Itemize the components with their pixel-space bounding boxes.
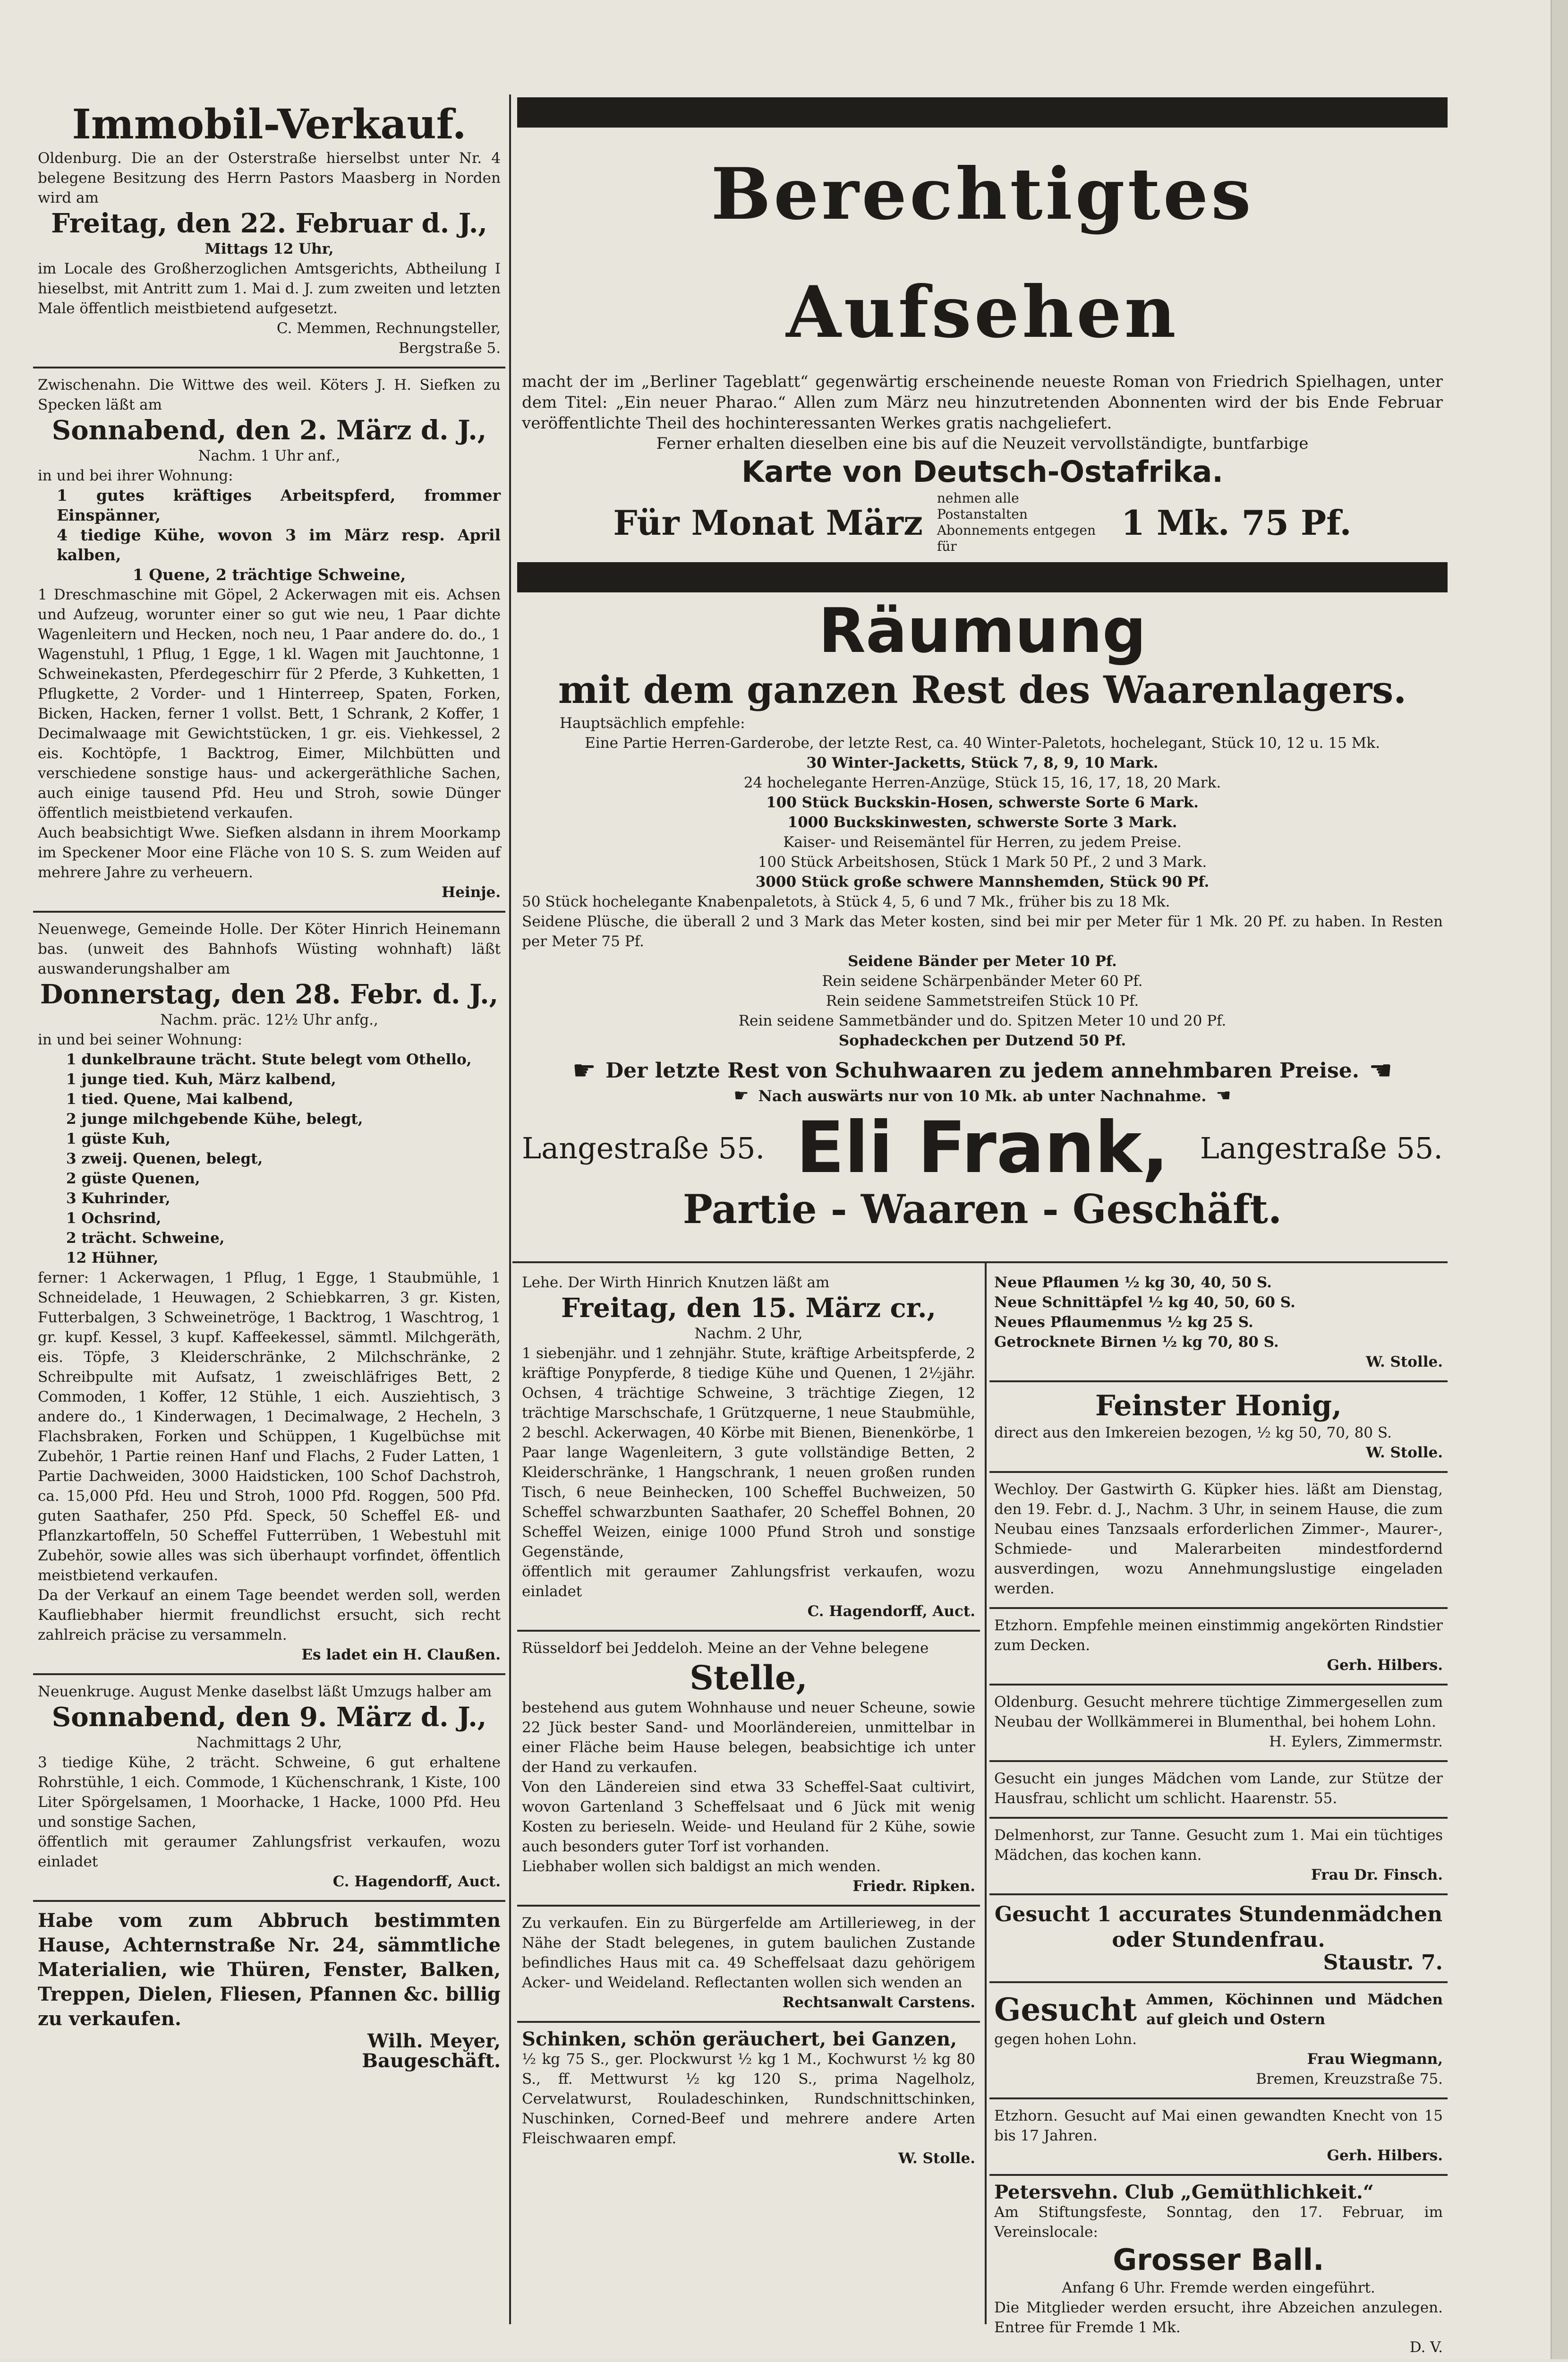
ad-title: Gesucht [994,1991,1137,2028]
ad-text: Hauptsächlich empfehle: [560,715,745,732]
ad-text: Neuenkruge. August Menke daselbst läßt Umzugs halber am [38,1683,492,1700]
ad-item: 2 güste Quenen, [66,1170,200,1187]
pointing-hand-left-icon: ☚ [1369,1055,1393,1086]
ad-neuenkruge [33,1675,505,1902]
ad-signature: Friedr. Ripken. [852,1878,975,1895]
column-rule [985,1261,987,2324]
ad-title: Schinken, schön geräuchert, bei Ganzen, [522,2028,957,2050]
ad-title: Immobil-Verkauf. [72,101,467,148]
far-right-column [989,1266,1448,2356]
offer-line: Rein seidene Sammetbänder und do. Spitzen Meter 10 und 20 Pf. [738,1012,1227,1029]
ad-stolle-fruit [989,1266,1448,1382]
street-left: Langestraße 55. [522,1130,765,1165]
ad-time: Mittags 12 Uhr, [205,240,334,257]
ad-signature: Gerh. Hilbers. [1327,1657,1443,1674]
ad-item: 3 Kuhrinder, [66,1190,170,1207]
ad-text: Ammen, Köchinnen und Mädchen auf gleich und Ostern [1146,1991,1443,2028]
ad-item: 1 güste Kuh, [66,1130,170,1147]
offer-line: 100 Stück Buckskin-Hosen, schwerste Sorte 6 Mark. [766,794,1199,811]
ad-text: Etzhorn. Empfehle meinen einstimmig angekörten Rindstier zum Decken. [994,1617,1443,1654]
ad-signature: Bergstraße 5. [399,340,501,357]
ad-text: Von den Ländereien sind etwa 33 Scheffel-Saat cultivirt, wovon Gartenland 3 Scheffelsaat und 6 Jück mit wenig Kosten zu berieseln. Weide- und Heuland für 2 Kühe, sowie auch besonders guter Torf ist vorhanden. [522,1779,975,1855]
right-column [517,94,1448,1266]
ad-text: Anfang 6 Uhr. Fremde werden eingeführt. [1062,2279,1375,2296]
ad-item: 1 dunkelbraune trächt. Stute belegt vom Othello, [66,1051,472,1068]
company-name: Eli Frank, [796,1107,1169,1189]
ad-text: Am Stiftungsfeste, Sonntag, den 17. Februar, im Vereinslocale: [994,2204,1443,2241]
ad-item: 3 zweij. Quenen, belegt, [66,1150,263,1167]
ad-zimmergesellen [989,1686,1448,1762]
ad-signature: Frau Wiegmann, [1307,2051,1443,2068]
horizontal-rule [512,1261,1448,1263]
map-offer: Karte von Deutsch-Ostafrika. [741,454,1223,489]
black-band [517,97,1448,128]
ad-text: Gesucht 1 accurates Stundenmädchen oder Stundenfrau. [994,1902,1443,1952]
ad-knecht [989,2099,1448,2176]
ad-title: Grosser Ball. [1113,2242,1324,2277]
ad-signature: W. Stolle. [1365,1444,1443,1461]
ad-item: 1 gutes kräftiges Arbeitspferd, frommer Einspänner, [57,486,501,524]
ad-text: Ferner erhalten dieselben eine bis auf die Neuzeit vervollständigte, buntfarbige [656,434,1309,453]
ad-text: Da der Verkauf an einem Tage beendet werden soll, werden Kaufliebhaber hiermit freundlichst ersucht, sich recht zahlreich präcise zu versammeln. [38,1587,501,1643]
ad-schinken [517,2023,980,2177]
ad-grosser-ball [989,2176,1448,2362]
ad-text: Etzhorn. Gesucht auf Mai einen gewandten Knecht von 15 bis 17 Jahren. [994,2107,1443,2144]
ad-title: Räumung [818,595,1146,667]
ad-signature: Es ladet ein H. Claußen. [301,1646,501,1663]
ad-wechloy [989,1473,1448,1609]
ad-etzhorn-rindstier [989,1609,1448,1686]
ad-delmenhorst [989,1819,1448,1895]
ad-text: Petersvehn. Club „Gemüthlichkeit.“ [994,2181,1374,2203]
ad-text: Liebhaber wollen sich baldigst an mich wenden. [522,1858,881,1875]
ad-zu-verkaufen [517,1907,980,2023]
offer-line: 1000 Buckskinwesten, schwerste Sorte 3 Mark. [787,814,1177,831]
ad-text: Die Mitglieder werden ersucht, ihre Abzeichen anzulegen. Entree für Fremde 1 Mk. [994,2299,1443,2336]
ad-immobil-verkauf [33,94,505,368]
offer-line: Rein seidene Schärpenbänder Meter 60 Pf. [822,973,1143,990]
price: 1 Mk. 75 Pf. [1121,502,1352,543]
ad-item: 1 junge tied. Kuh, März kalbend, [66,1071,336,1088]
pointing-hand-icon: ☛ [572,1055,596,1086]
ad-ruesseldorf [517,1632,980,1907]
offer-line: 30 Winter-Jacketts, Stück 7, 8, 9, 10 Mark. [806,754,1159,771]
ad-item: 1 Quene, 2 trächtige Schweine, [132,565,406,584]
offer-line: Sophadeckchen per Dutzend 50 Pf. [838,1032,1126,1049]
ad-text: Habe vom zum Abbruch bestimmten Hause, Achternstraße Nr. 24, sämmtliche Materialien, wie Thüren, Fenster, Balken, Treppen, Dielen, Fliesen, Pfannen &c. billig zu verkaufen. [38,1909,501,2030]
ad-signature: Baugeschäft. [362,2050,501,2072]
nach-row [522,1086,1443,1105]
ad-item: Neue Pflaumen ½ kg 30, 40, 50 S. [994,1274,1272,1291]
offer-line: Seidene Plüsche, die überall 2 und 3 Mark das Meter kosten, sind bei mir per Meter für 1 Mk. 20 Pf. zu haben. In Resten per Meter 75 Pf. [522,913,1443,950]
ad-signature: Bremen, Kreuzstraße 75. [1256,2071,1443,2088]
ad-time: Nachm. 1 Uhr anf., [198,447,341,464]
ad-text: Oldenburg. Die an der Osterstraße hierselbst unter Nr. 4 belegene Besitzung des Herrn Pastors Maasberg in Norden wird am [38,150,501,206]
street-right: Langestraße 55. [1200,1130,1443,1165]
ad-text: ½ kg 75 S., ger. Plockwurst ½ kg 1 M., Kochwurst ½ kg 80 S., ff. Mettwurst ½ kg 120 S., prima Nagelholz, Cervelatwurst, Rouladeschinken, Rundschnittschinken, Nuschinken, Corned-Beef und mehrere andere Arten Fleischwaaren empf. [522,2051,975,2147]
ad-item: Neues Pflaumenmus ½ kg 25 S. [994,1314,1253,1331]
ad-signature: Rechtsanwalt Carstens. [782,1994,975,2011]
ad-item: 1 Ochsrind, [66,1210,162,1227]
ad-date: Sonnabend, den 9. März d. J., [51,1702,487,1733]
ad-text: Rüsseldorf bei Jeddeloh. Meine an der Vehne belegene [522,1640,929,1657]
left-column [33,94,505,2324]
ad-date: Freitag, den 22. Februar d. J., [51,208,487,239]
ad-signature: H. Eylers, Zimmermstr. [1269,1733,1443,1750]
ad-text: macht der im „Berliner Tageblatt“ gegenwärtig erscheinende neueste Roman von Friedrich Spielhagen, unter dem Titel: „Ein neuer Pharao.“ Allen zum März neu hinzutretenden Abonnenten wird der bis Ende Februar veröffentlichte Theil des hochinteressanten Werkes gratis nachgeliefert. [522,372,1443,433]
pointing-hand-icon: ☛ [733,1086,749,1105]
ad-text: öffentlich mit geraumer Zahlungsfrist verkaufen, wozu einladet [38,1833,501,1870]
ad-subtitle: mit dem ganzen Rest des Waarenlagers. [558,668,1407,712]
ad-text: Wechloy. Der Gastwirth G. Küpker hies. läßt am Dienstag, den 19. Febr. d. J., Nachm. 3 Uhr, in seinem Hause, die zum Neubau eines Tanzsaals erforderlichen Zimmer-, Maurer-, Schmiede- und Malerarbeiten mindestfordernd ausverdingen, wozu Annehmungslustige eingeladen werden. [994,1481,1443,1597]
ad-text: Gesucht ein junges Mädchen vom Lande, zur Stütze der Hausfrau, schlicht um schlicht. Haarenstr. 55. [994,1770,1443,1807]
offer-line: Kaiser- und Reisemäntel für Herren, zu jedem Preise. [783,834,1182,851]
ad-text: in und bei ihrer Wohnung: [38,467,233,484]
ad-time: Nachm. 2 Uhr, [694,1325,803,1342]
ad-title: Stelle, [690,1658,808,1697]
shop-name: Partie - Waaren - Geschäft. [682,1186,1282,1232]
shoe-row [522,1055,1443,1086]
column-rule [509,94,511,2324]
ad-title: Berechtigtes Aufsehen [711,153,1254,354]
offer-line: 100 Stück Arbeitshosen, Stück 1 Mark 50 Pf., 2 und 3 Mark. [758,854,1207,871]
ad-signature: W. Stolle. [898,2150,975,2167]
ad-item: 2 junge milchgebende Kühe, belegt, [66,1111,363,1128]
ad-text: im Locale des Großherzoglichen Amtsgerichts, Abtheilung I hieselbst, mit Antritt zum 1. Mai d. J. zum zweiten und letzten Male öffentlich meistbietend aufgesetzt. [38,260,501,317]
ad-raeumung [517,595,1448,1233]
ad-date: Sonnabend, den 2. März d. J., [51,415,487,446]
ad-maedchen [989,1762,1448,1819]
ad-wilh-meyer [33,1902,505,2080]
ad-text: 3 tiedige Kühe, 2 trächt. Schweine, 6 gut erhaltene Rohrstühle, 1 eich. Commode, 1 Küchenschrank, 1 Kiste, 100 Liter Spörgelsamen, 1 Moorhacke, 1 Hacke, 1000 Pfd. Heu und sonstige Sachen, [38,1754,501,1831]
ad-text: Oldenburg. Gesucht mehrere tüchtige Zimmergesellen zum Neubau der Wollkämmerei in Blumenthal, bei hohem Lohn. [994,1694,1443,1730]
ad-signature: Gerh. Hilbers. [1327,2147,1443,2164]
gesucht-row [994,1990,1443,2029]
ad-signature: D. V. [1409,2339,1443,2356]
ad-text: Lehe. Der Wirth Hinrich Knutzen läßt am [522,1274,830,1291]
ad-signature: Staustr. 7. [1323,1951,1443,1975]
ad-time: Nachmittags 2 Uhr, [196,1734,342,1751]
price-row [522,490,1443,555]
ad-item: 1 tied. Quene, Mai kalbend, [66,1091,294,1108]
ad-item: 12 Hühner, [66,1249,159,1267]
ad-text: Delmenhorst, zur Tanne. Gesucht zum 1. Mai ein tüchtiges Mädchen, das kochen kann. [994,1827,1443,1864]
ad-item: Getrocknete Birnen ½ kg 70, 80 S. [994,1334,1279,1351]
offer-line: Rein seidene Sammetstreifen Stück 10 Pf. [826,993,1139,1010]
ad-text: Auch beabsichtigt Wwe. Siefken alsdann in ihrem Moorkamp im Speckener Moor eine Fläche von 10 S. S. zum Weiden auf mehrere Jahre zu verheuern. [38,824,501,881]
ad-signature: Frau Dr. Finsch. [1311,1866,1443,1883]
offer-line: Eine Partie Herren-Garderobe, der letzte Rest, ca. 40 Winter-Paletots, hochelegant, Stück 10, 12 u. 15 Mk. [585,735,1380,752]
ad-signature: C. Hagendorff, Auct. [332,1873,501,1890]
ad-text: bestehend aus gutem Wohnhause und neuer Scheune, sowie 22 Jück bester Sand- und Moorländereien, unmittelbar in einer Fläche beim Hause belegen, beabsichtige ich unter der Hand zu verkaufen. [522,1699,975,1776]
ad-item-list [38,1050,501,1268]
ad-item: 2 trächt. Schweine, [66,1230,225,1247]
ad-signature: Heinje. [441,884,501,901]
offer-line: 3000 Stück große schwere Mannshemden, Stück 90 Pf. [755,873,1210,890]
ad-signature: C. Hagendorff, Auct. [807,1603,975,1620]
ad-signature: C. Memmen, Rechnungsteller, [276,320,501,337]
nach-line: Nach auswärts nur von 10 Mk. ab unter Nachnahme. [758,1087,1207,1105]
ad-neuenwege [33,913,505,1675]
ad-text: Zu verkaufen. Ein zu Bürgerfelde am Artillerieweg, in der Nähe der Stadt belegenes, in gutem baulichen Zustande befindliches Haus mit ca. 49 Scheffelsaat dazu gehörigem Acker- und Weideland. Reflectanten wollen sich wenden an [522,1915,975,1991]
ad-text: öffentlich mit geraumer Zahlungsfrist verkaufen, wozu einladet [522,1563,975,1600]
page-edge [1551,0,1568,2359]
ad-text: gegen hohen Lohn. [994,2031,1137,2048]
month-note: nehmen alle Postanstalten Abonnements entgegen für [937,490,1096,554]
ad-text: direct aus den Imkereien bezogen, ½ kg 50, 70, 80 S. [994,1424,1392,1441]
ad-date: Donnerstag, den 28. Febr. d. J., [40,979,499,1010]
ad-honig [989,1382,1448,1473]
pointing-hand-left-icon: ☚ [1216,1086,1231,1105]
ad-date: Freitag, den 15. März cr., [561,1292,936,1324]
ad-text: 1 siebenjähr. und 1 zehnjähr. Stute, kräftige Arbeitspferde, 2 kräftige Ponypferde, 8 tiedige Kühe und Quenen, 1 2½jähr. Ochsen, 4 trächtige Schweine, 3 trächtige Ziegen, 12 trächtige Marschschafe, 1 Grützquerne, 1 neue Staubmühle, 2 beschl. Ackerwagen, 40 Körbe mit Bienen, Bienenkörbe, 1 Paar lange Wagenleitern, 3 gute vollständige Betten, 2 Kleiderschränke, 1 Hangschrank, 1 neuen großen runden Tisch, 6 neue Beinhecken, 100 Scheffel Buchweizen, 50 Scheffel schwarzbunten Saathafer, 20 Scheffel Bohnen, 20 Scheffel Weizen, einige 1000 Pfund Stroh und sonstige Gegenstände, [522,1345,975,1560]
ad-signature: Wilh. Meyer, [367,2030,501,2052]
ad-berechtigtes-aufsehen [517,130,1448,559]
shoe-line: Der letzte Rest von Schuhwaaren zu jedem annehmbaren Preise. [605,1059,1360,1083]
ad-zwischenahn [33,368,505,913]
ad-text: ferner: 1 Ackerwagen, 1 Pflug, 1 Egge, 1 Staubmühle, 1 Schneidelade, 1 Heuwagen, 2 Schiebkarren, 3 gr. Kisten, Futterbalgen, 3 Schweinetröge, 1 Backtrog, 1 Waschtrog, 1 gr. kupf. Kessel, 3 kupf. Kaffeekessel, sämmtl. Milchgeräth, eis. Töpfe, 3 Kleiderschränke, 2 Milchschränke, 2 Schreibpulte mit Aufsatz, 1 zweischläfriges Bett, 2 Commoden, 1 Koffer, 12 Stühle, 1 eich. Ausziehtisch, 3 andere do., 1 Kinderwagen, 1 Decimalwage, 2 Hecheln, 3 Flachsbraken, Forken und Schüppen, 1 Kugelbüchse mit Zubehör, 1 Partie reinen Hanf und Flachs, 2 Fuder Latten, 1 Partie Dachweiden, 3000 Haidsticken, 100 Schof Dachstroh, ca. 15,000 Pfd. Heu und Stroh, 1000 Pfd. Roggen, 500 Pfd. guten Saathafer, 250 Pfd. Speck, 50 Scheffel Eß- und Pflanzkartoffeln, 50 Scheffel Futterrüben, 1 Webestuhl mit Zubehör, sowie alles was sich überhaupt vorfindet, öffentlich meistbietend verkaufen. [38,1269,501,1584]
month-label: Für Monat März [613,502,923,543]
ad-text: Zwischenahn. Die Wittwe des weil. Köters J. H. Siefken zu Specken läßt am [38,377,501,413]
ad-stundenfrau [989,1895,1448,1983]
ad-lehe [517,1266,980,1632]
middle-column [517,1266,980,2324]
ad-title: Feinster Honig, [1095,1389,1342,1422]
ad-item: 1 Dreschmaschine mit Göpel, 2 Ackerwagen mit eis. Achsen und Aufzeug, worunter einer so gut wie neu, 1 Paar dichte Wagenleitern und Hecken, noch neu, 1 Paar andere do. do., 1 Wagenstuhl, 1 Pflug, 1 Egge, 1 kl. Wagen mit Jauchtonne, 1 Schweinekasten, Pferdegeschirr für 2 Pferde, 3 Kuhketten, 1 Pflugkette, 2 Vorder- und 1 Hinterreep, Spaten, Forken, Bicken, Hacken, ferner 1 vollst. Bett, 1 Schrank, 2 Koffer, 1 Decimalwaage mit Gewichtstücken, 1 gr. eis. Viehkessel, 2 eis. Kochtöpfe, 1 Backtrog, Eimer, Milchbütten und verschiedene sonstige haus- und ackergeräthliche Sachen, auch einige tausend Pfd. Heu und Stroh, sowie Dünger öffentlich meistbietend verkaufen. [38,586,501,822]
ad-signature: W. Stolle. [1365,1353,1443,1370]
ad-time: Nachm. präc. 12½ Uhr anfg., [160,1011,378,1028]
ad-gesucht-ammen [989,1983,1448,2099]
offer-line: 24 hochelegante Herren-Anzüge, Stück 15, 16, 17, 18, 20 Mark. [743,774,1221,791]
ad-item: Neue Schnittäpfel ½ kg 40, 50, 60 S. [994,1294,1295,1311]
offer-line: Seidene Bänder per Meter 10 Pf. [848,953,1117,970]
ad-item: 4 tiedige Kühe, wovon 3 im März resp. April kalben, [57,526,501,564]
ad-text: in und bei seiner Wohnung: [38,1031,243,1048]
offer-line: 50 Stück hochelegante Knabenpaletots, à Stück 4, 5, 6 und 7 Mk., früher bis zu 18 Mk. [522,893,1170,910]
eli-frank-row [522,1107,1443,1189]
ad-text: Neuenwege, Gemeinde Holle. Der Köter Hinrich Heinemann bas. (unweit des Bahnhofs Wüsting wohnhaft) läßt auswanderungshalber am [38,921,501,977]
black-band [517,562,1448,592]
